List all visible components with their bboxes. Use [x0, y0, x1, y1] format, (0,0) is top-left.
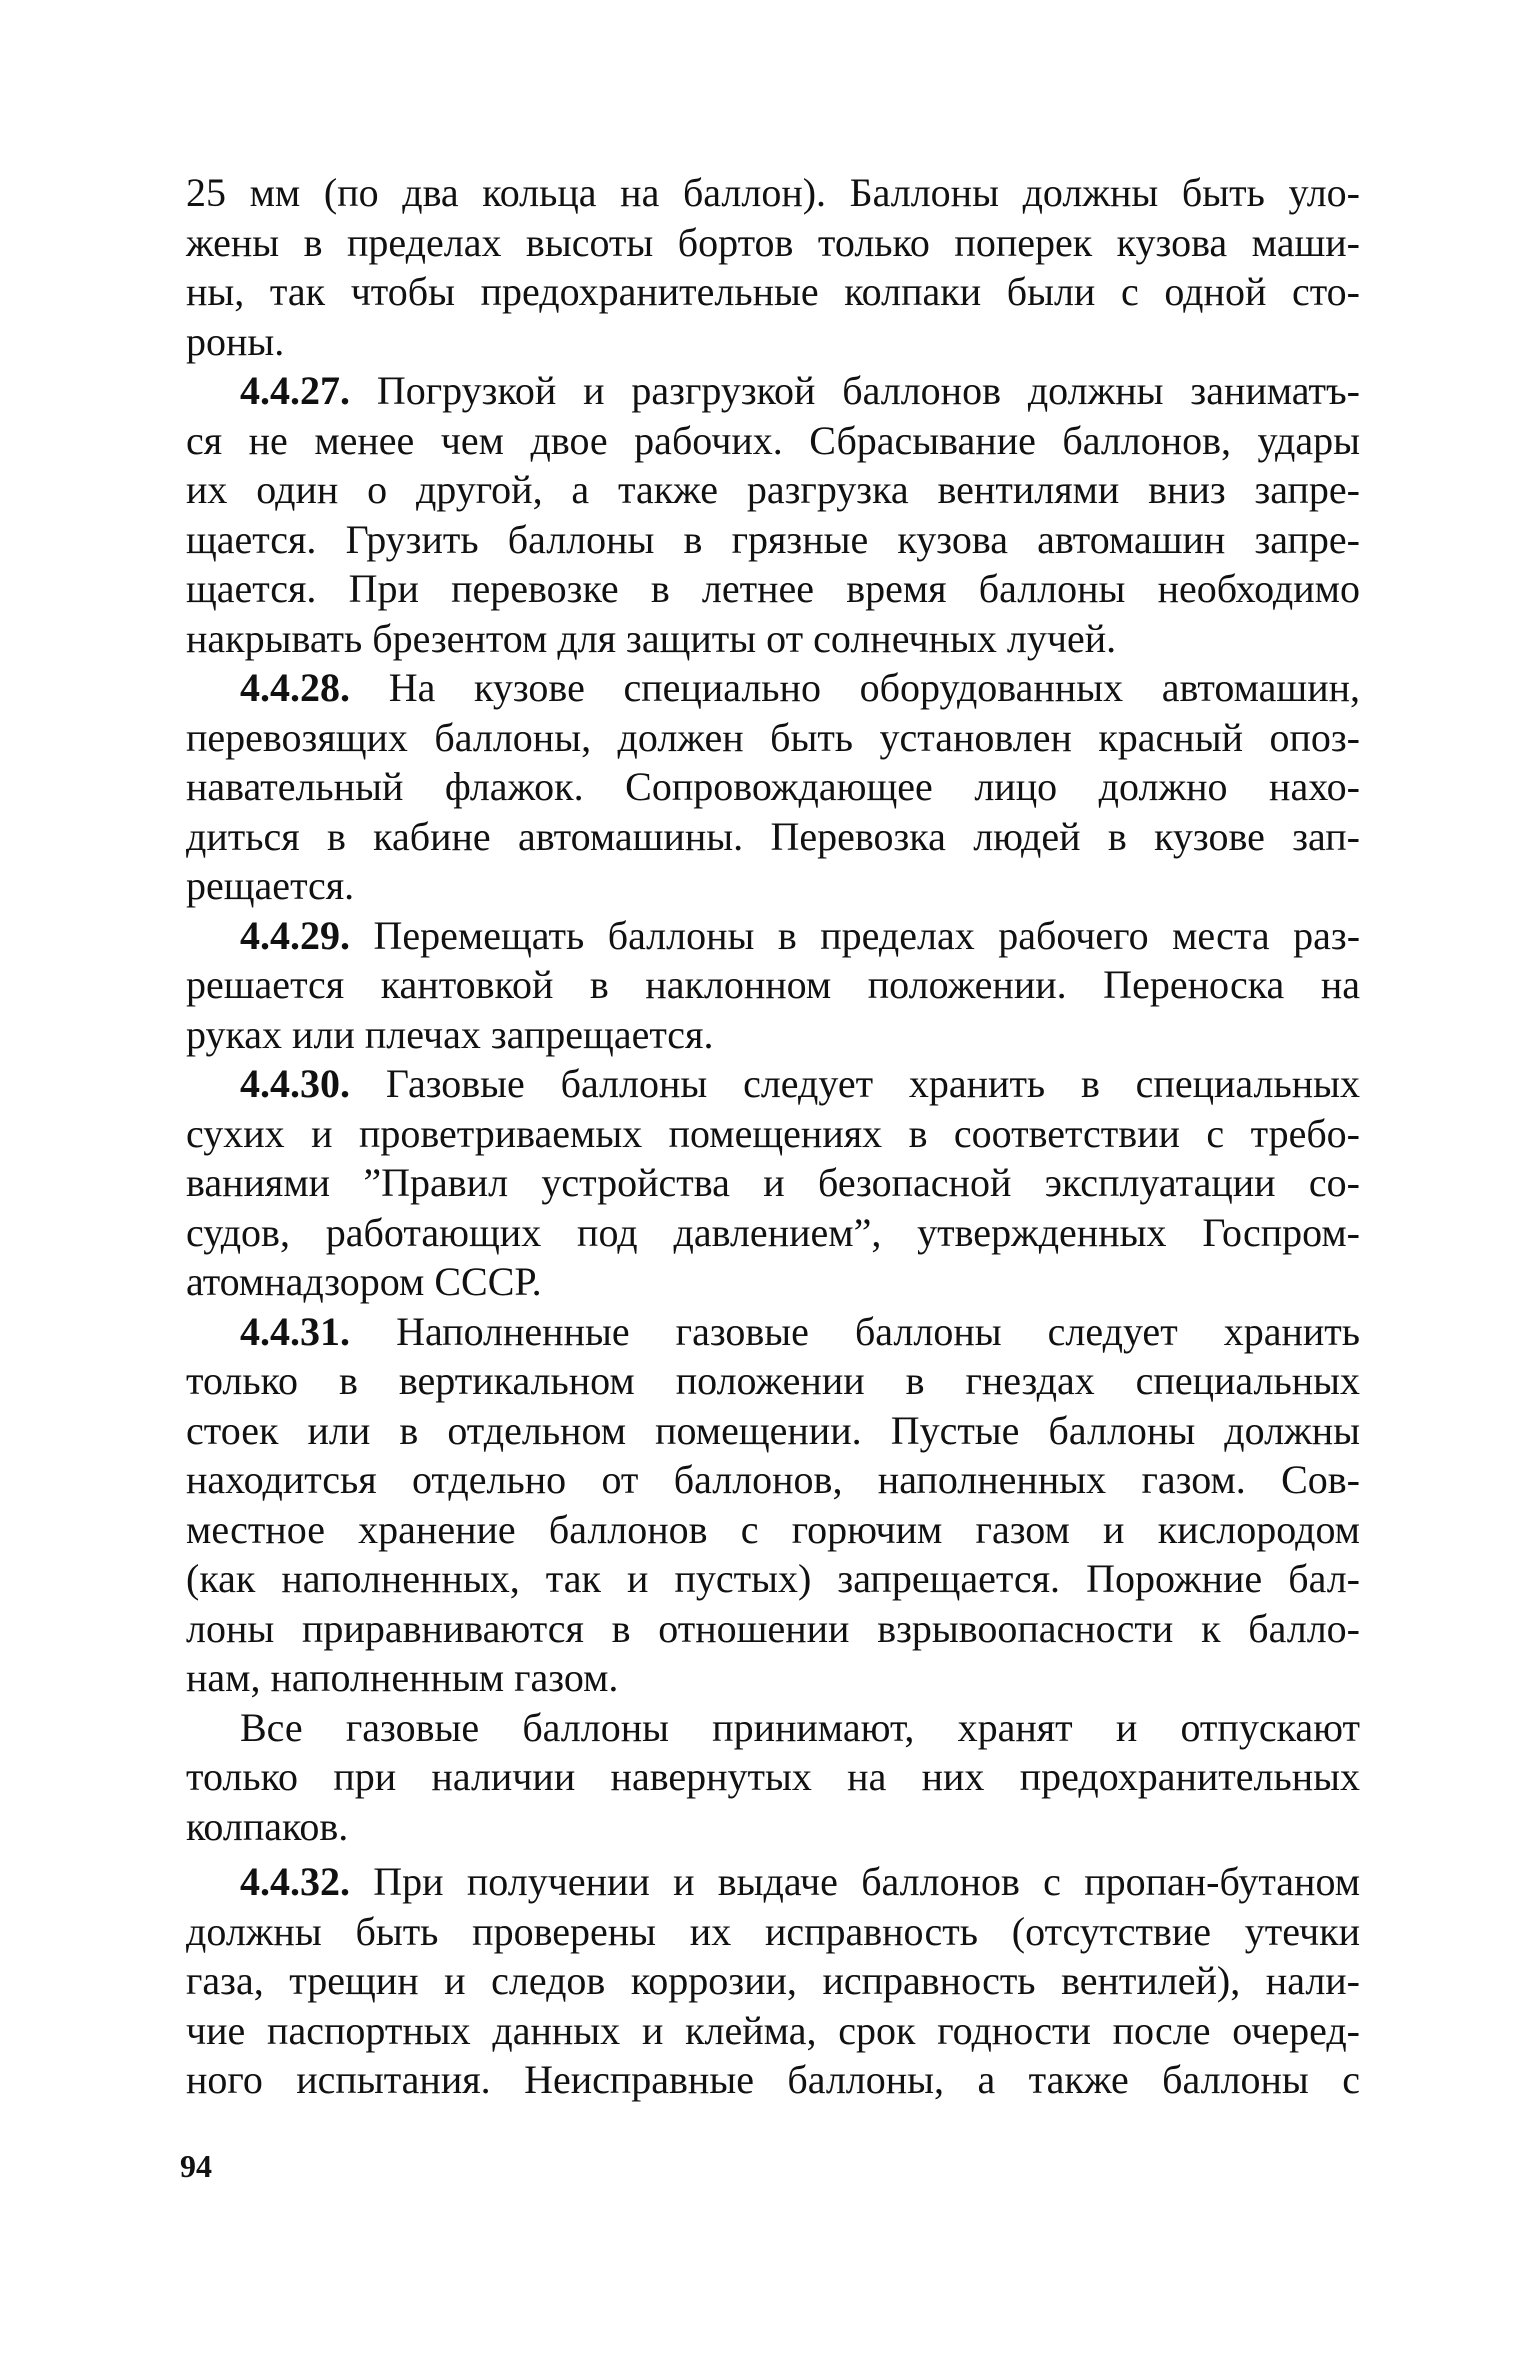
text-line-content: Газовые баллоны следует хранить в специальных	[385, 1061, 1360, 1106]
text-line	[186, 1059, 1360, 1109]
clause-number: 4.4.28.	[240, 665, 350, 710]
text-line: жены в пределах высоты бортов только поперек кузова маши-	[186, 219, 1360, 265]
text-line: лоны приравниваются в отношении взрывоопасности к балло-	[186, 1605, 1360, 1651]
text-line: накрывать брезентом для защиты от солнечных лучей.	[186, 615, 1117, 661]
text-line: судов, работающих под давлением”, утвержденных Госпром-	[186, 1209, 1360, 1255]
clause-number: 4.4.29.	[240, 912, 350, 958]
text-line: нам, наполненным газом.	[186, 1655, 619, 1700]
text-line: руках или плечах запрещается.	[186, 1011, 714, 1057]
text-line: атомнадзором СССР.	[186, 1259, 542, 1304]
text-line: ного испытания. Неисправные баллоны, а также баллоны с	[186, 2057, 1360, 2102]
paragraph-4-4-28	[186, 663, 1360, 911]
paragraph-all-cylinders	[186, 1703, 1360, 1852]
text-line: должны быть проверены их исправность (отсутствие утечки	[186, 1908, 1360, 1954]
text-line-content: Погрузкой и разгрузкой баллонов должны заниматъ-	[376, 368, 1361, 413]
clause-number: 4.4.31.	[240, 1308, 350, 1354]
text-line	[186, 911, 1360, 961]
text-line: решается кантовкой в наклонном положении. Переноска на	[186, 962, 1360, 1007]
clause-number: 4.4.32.	[240, 1859, 350, 1904]
text-line	[186, 366, 1360, 416]
text-line: местное хранение баллонов с горючим газом и кислородом	[186, 1506, 1360, 1552]
text-line: чие паспортных данных и клейма, срок годности после очеред-	[186, 2007, 1360, 2053]
text-line: 25 мм (по два кольца на баллон). Баллоны должны быть уло-	[186, 170, 1360, 215]
text-line: щается. При перевозке в летнее время баллоны необходимо	[186, 566, 1360, 611]
text-line: (как наполненных, так и пустых) запрещается. Порожние бал-	[186, 1556, 1360, 1601]
page-body	[186, 168, 1360, 2105]
text-line-content: Наполненные газовые баллоны следует хранить	[396, 1308, 1361, 1354]
clause-number: 4.4.27.	[240, 368, 350, 413]
clause-number: 4.4.30.	[240, 1061, 350, 1106]
page-number: 94	[180, 2148, 212, 2184]
text-line: ся не менее чем двое рабочих. Сбрасывание баллонов, удары	[186, 417, 1360, 463]
text-line-content: Перемещать баллоны в пределах рабочего места раз-	[373, 912, 1361, 958]
text-line: колпаков.	[186, 1803, 349, 1849]
text-line-content: На кузове специально оборудованных автомашин,	[388, 665, 1361, 710]
text-line: их один о другой, а также разгрузка вентилями вниз запре-	[186, 467, 1360, 512]
text-line	[186, 1307, 1360, 1357]
text-line: перевозящих баллоны, должен быть установлен красный опоз-	[186, 714, 1360, 760]
text-line: навательный флажок. Сопровождающее лицо должно нахо-	[186, 764, 1360, 809]
text-line: газа, трещин и следов коррозии, исправность вентилей), нали-	[186, 1958, 1360, 2003]
paragraph-continuation	[186, 168, 1360, 366]
paragraph-4-4-31	[186, 1307, 1360, 1703]
text-line: сухих и проветриваемых помещениях в соответствии с требо-	[186, 1110, 1360, 1156]
text-line: только при наличии навернутых на них предохранительных	[186, 1754, 1360, 1799]
paragraph-4-4-30	[186, 1059, 1360, 1307]
text-line: стоек или в отдельном помещении. Пустые баллоны должны	[186, 1407, 1360, 1453]
text-line: ваниями ”Правил устройства и безопасной эксплуатации со-	[186, 1160, 1360, 1205]
text-line: рещается.	[186, 863, 355, 908]
text-line: ны, так чтобы предохранительные колпаки были с одной сто-	[186, 269, 1360, 314]
text-line: щается. Грузить баллоны в грязные кузова автомашин запре-	[186, 516, 1360, 562]
text-line: находитсья отдельно от баллонов, наполненных газом. Сов-	[186, 1457, 1360, 1502]
paragraph-4-4-32	[186, 1857, 1360, 2105]
text-line: Все газовые баллоны принимают, хранят и отпускают	[240, 1704, 1360, 1750]
text-line: диться в кабине автомашины. Перевозка людей в кузове зап-	[186, 813, 1360, 859]
paragraph-4-4-29	[186, 911, 1360, 1060]
text-line-content: При получении и выдаче баллонов с пропан-бутаном	[373, 1859, 1361, 1904]
text-line: роны.	[186, 318, 285, 364]
paragraph-4-4-27	[186, 366, 1360, 663]
text-line	[186, 1857, 1360, 1907]
text-line: только в вертикальном положении в гнездах специальных	[186, 1358, 1360, 1403]
text-line	[186, 663, 1360, 713]
